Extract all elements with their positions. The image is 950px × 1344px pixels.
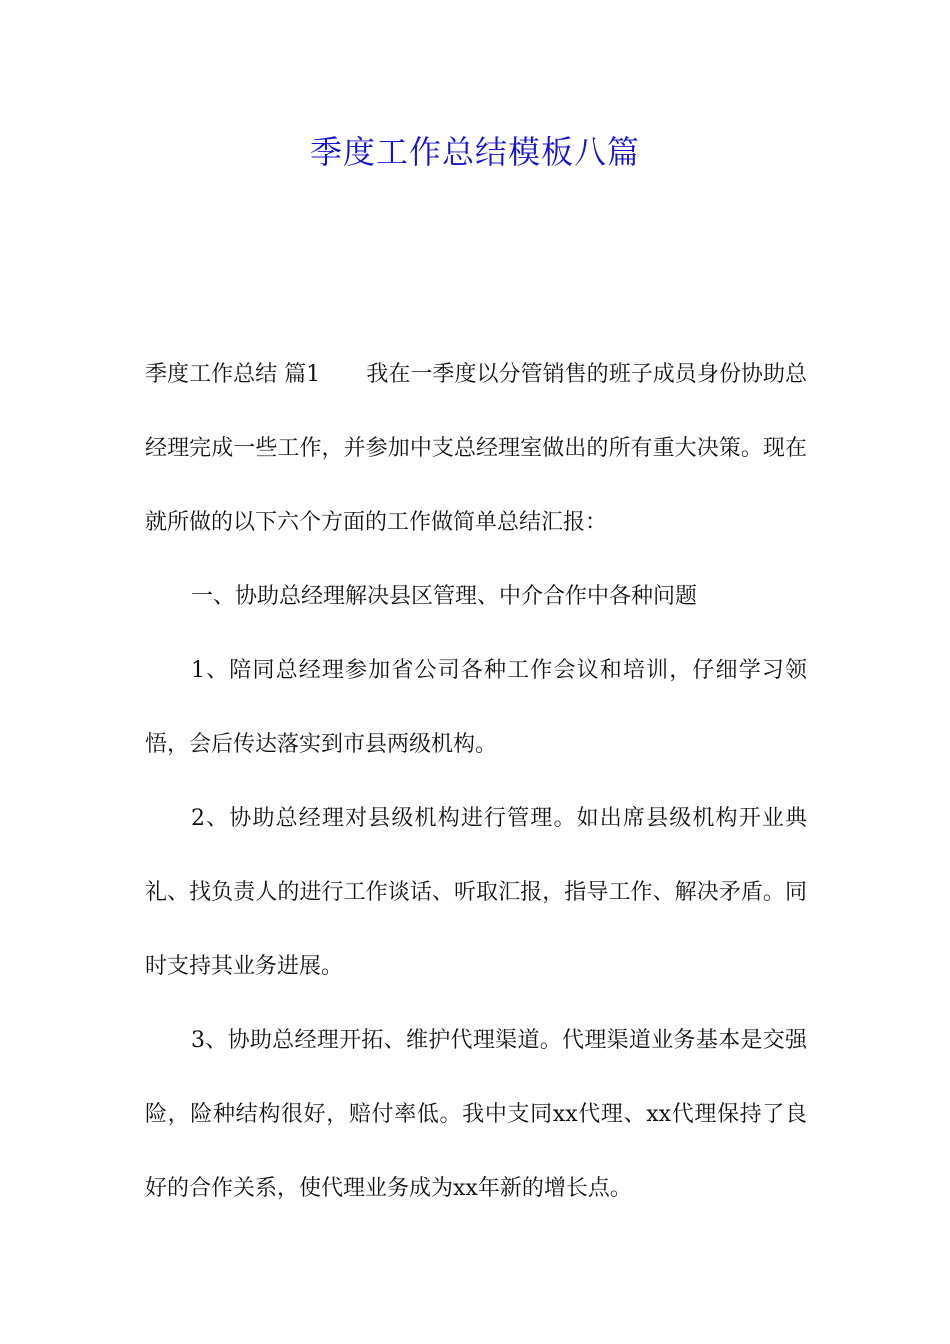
paragraph-item-2: 2、协助总经理对县级机构进行管理。如出席县级机构开业典礼、找负责人的进行工作谈话、听取汇报，指导工作、解决矛盾。同时支持其业务进展。 xyxy=(145,806,807,979)
paragraph-intro xyxy=(145,338,807,560)
paragraph-item-1: 1、陪同总经理参加省公司各种工作会议和培训，仔细学习领悟，会后传达落实到市县两级机构。 xyxy=(145,658,807,757)
section-label: 季度工作总结 篇1 xyxy=(145,362,321,387)
paragraph-heading-1: 一、协助总经理解决县区管理、中介合作中各种问题 xyxy=(191,584,698,609)
paragraph-item-3: 3、协助总经理开拓、维护代理渠道。代理渠道业务基本是交强险，险种结构很好，赔付率低。我中支同xx代理、xx代理保持了良好的合作关系，使代理业务成为xx年新的增长点。 xyxy=(145,1028,807,1201)
document-title: 季度工作总结模板八篇 xyxy=(309,133,640,171)
document-body xyxy=(145,338,807,1226)
paragraph-intro-text: 我在一季度以分管销售的班子成员身份协助总经理完成一些工作，并参加中支总经理室做出的所有重大决策。现在就所做的以下六个方面的工作做简单总结汇报： xyxy=(145,362,807,535)
